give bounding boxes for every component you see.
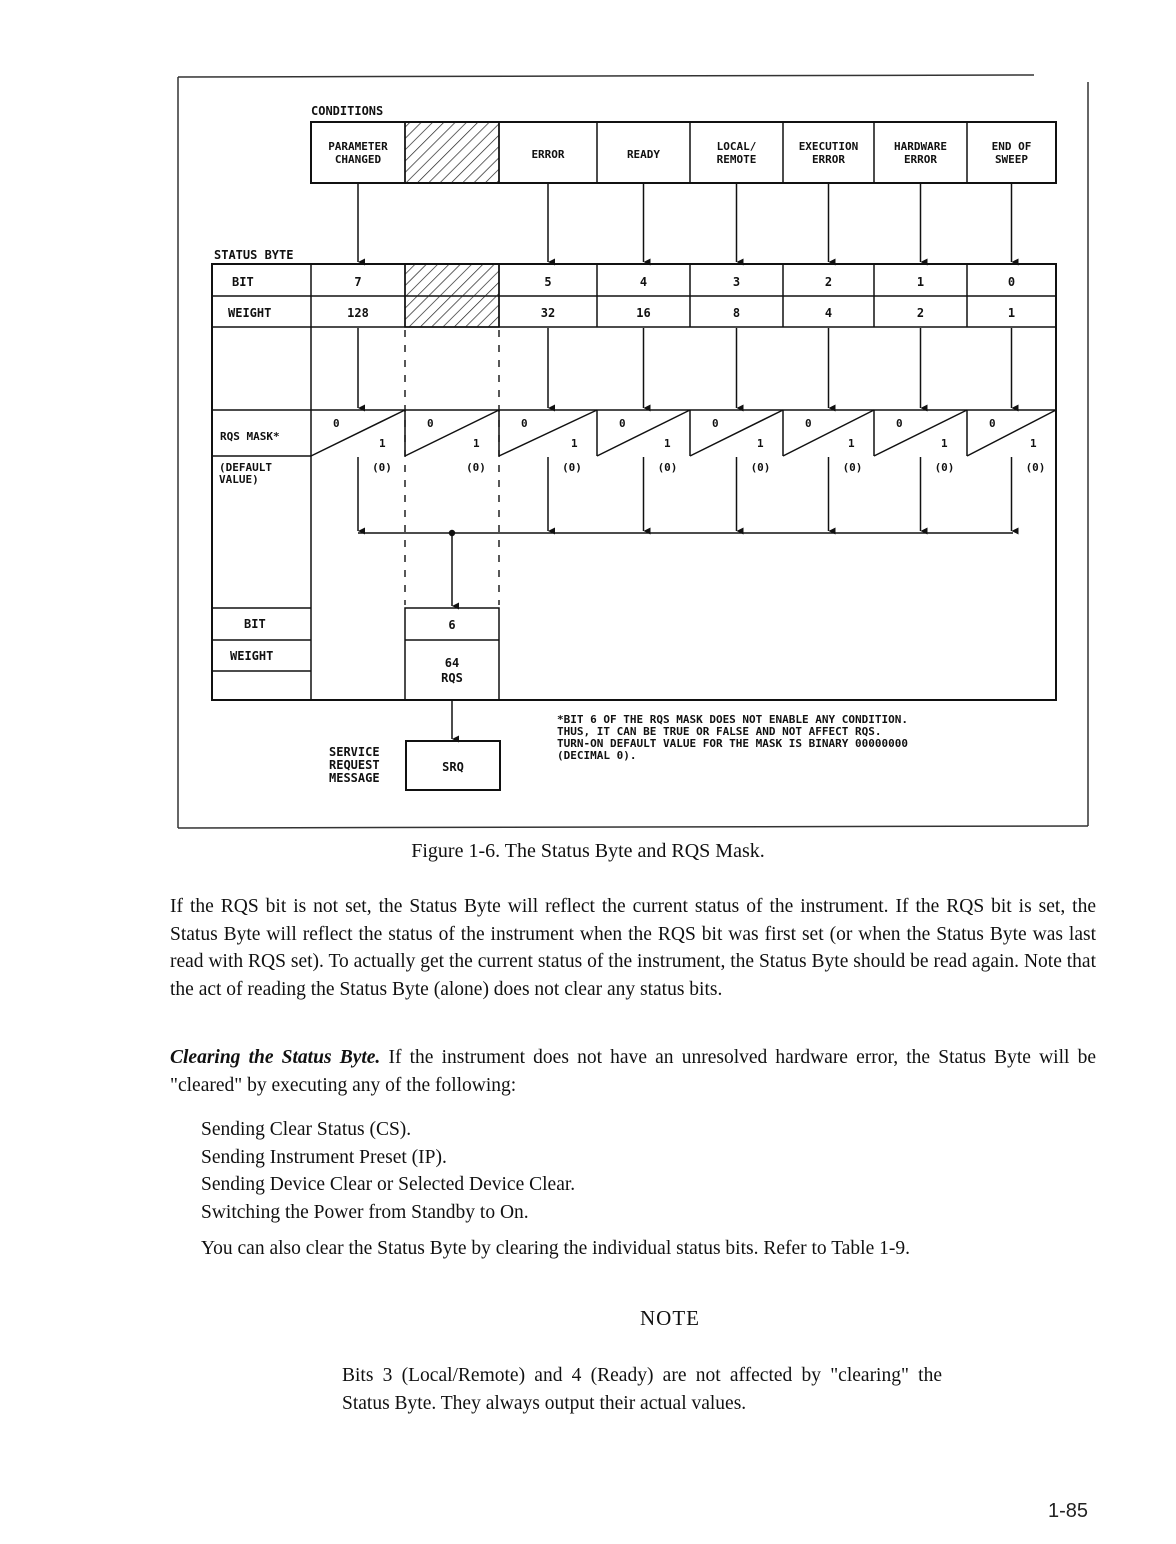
list-item: Switching the Power from Standby to On. [201,1201,529,1223]
mask-zero: 0 [427,417,434,430]
figure-caption: Figure 1-6. The Status Byte and RQS Mask. [411,840,765,862]
bit-weight: 8 [732,306,741,320]
mask-one: 1 [1030,437,1037,450]
default-value: (0) [750,461,771,474]
clearing-text: If the instrument does not have an unresolved hardware error, the Status Byte will be "cleared" by executing any of the following: [170,1047,1096,1096]
bit-number: 3 [732,275,741,289]
rqs-bit-row-label: BIT [244,617,266,631]
mask-zero: 0 [619,417,626,430]
bit-number: 7 [354,275,362,289]
mask-diagonal [405,410,499,456]
bit-weight: 16 [636,306,651,320]
mask-diagonal [499,410,597,456]
bit-row-label: BIT [232,275,254,289]
service-request-label: SERVICE REQUEST MESSAGE [329,745,380,785]
bit-number: 1 [916,275,925,289]
srq-label: SRQ [442,760,464,774]
condition-label: LOCAL/ REMOTE [716,140,757,166]
clearing-heading: Clearing the Status Byte. [170,1047,381,1068]
conditions-row [311,122,1056,183]
bit-weight: 4 [824,306,833,320]
rqs-bit-box [405,608,499,700]
mask-zero: 0 [712,417,719,430]
default-value: (0) [372,461,392,474]
figure-footnote: *BIT 6 OF THE RQS MASK DOES NOT ENABLE ANY CONDITION. THUS, IT CAN BE TRUE OR FALSE AND NOT AFFECT RQS. TURN-ON DEFAULT VALUE FOR THE MASK IS BINARY 00000000 (DECIMAL 0). [557,713,908,762]
default-value-label: (DEFAULT VALUE) [219,461,272,486]
bit-weight: 128 [347,306,369,320]
mask-one: 1 [571,437,578,450]
or-bus [358,531,1013,607]
default-value: (0) [466,461,486,474]
note-body: Bits 3 (Local/Remote) and 4 (Ready) are not affected by "clearing" the Status Byte. They always output their actual values. [342,1365,942,1414]
bit-weight: 2 [916,306,925,320]
list-item: Sending Instrument Preset (IP). [201,1146,447,1168]
mask-one: 1 [473,437,480,450]
mask-arrows [358,328,1012,531]
conditions-label: CONDITIONS [311,104,384,118]
mask-diagonal [967,410,1056,456]
mask-one: 1 [757,437,764,450]
bit-number: 4 [639,275,648,289]
default-value: (0) [934,461,955,474]
condition-label: HARDWARE ERROR [894,140,947,166]
paragraph-individual-bits: You can also clear the Status Byte by clearing the individual status bits. Refer to Table 1-9. [201,1238,910,1259]
rqs-mask-label: RQS MASK* [220,430,280,443]
condition-label: END OF SWEEP [991,140,1032,166]
default-value: (0) [562,461,582,474]
rqs-weight-value: 64 [444,656,460,670]
mask-zero: 0 [989,417,996,430]
mask-diagonal [597,410,690,456]
mask-zero: 0 [521,417,528,430]
default-value: (0) [842,461,863,474]
condition-label: PARAMETER CHANGED [328,140,388,166]
bit-weight: 1 [1007,306,1016,320]
condition-label: READY [626,148,661,161]
mask-zero: 0 [805,417,812,430]
bit-number: 5 [544,275,552,289]
bit-number: 0 [1007,275,1016,289]
status-byte-label: STATUS BYTE [214,248,294,262]
rqs-name: RQS [441,671,463,685]
rqs-bit-number: 6 [448,618,456,632]
mask-diagonal [783,410,874,456]
condition-label: ERROR [531,148,565,161]
clear-methods-list [201,1116,575,1226]
default-value: (0) [1025,461,1046,474]
bit-number: 2 [824,275,833,289]
condition-arrows [358,184,1012,262]
paragraph-rqs-status: If the RQS bit is not set, the Status Byte will reflect the current status of the instrument. If the RQS bit is set, the Status Byte will reflect the status of the instrument when the RQS bit was first set (or when the Status Byte was last read with RQS set). To actually get the current status of the instrument, the Status Byte should be read again. Note that the act of reading the Status Byte (alone) does not clear any status bits. [170,896,1096,1000]
mask-one: 1 [848,437,855,450]
note-title: NOTE [640,1306,700,1330]
list-item: Sending Clear Status (CS). [201,1119,412,1140]
paragraph-clearing [170,1044,1096,1099]
weight-row-label: WEIGHT [228,306,272,320]
mask-one: 1 [941,437,948,450]
bit-weight: 32 [540,306,556,320]
mask-one: 1 [379,437,386,450]
mask-zero: 0 [896,417,903,430]
mask-diagonal [874,410,967,456]
mask-one: 1 [664,437,671,450]
default-value: (0) [657,461,678,474]
mask-diagonal [311,410,405,456]
condition-label: EXECUTION ERROR [798,140,859,166]
list-item: Sending Device Clear or Selected Device Clear. [201,1174,576,1195]
page-number: 1-85 [1048,1500,1089,1522]
status-byte-table [212,264,1056,700]
mask-zero: 0 [333,417,340,430]
rqs-weight-row-label: WEIGHT [230,649,274,663]
mask-diagonal [690,410,783,456]
